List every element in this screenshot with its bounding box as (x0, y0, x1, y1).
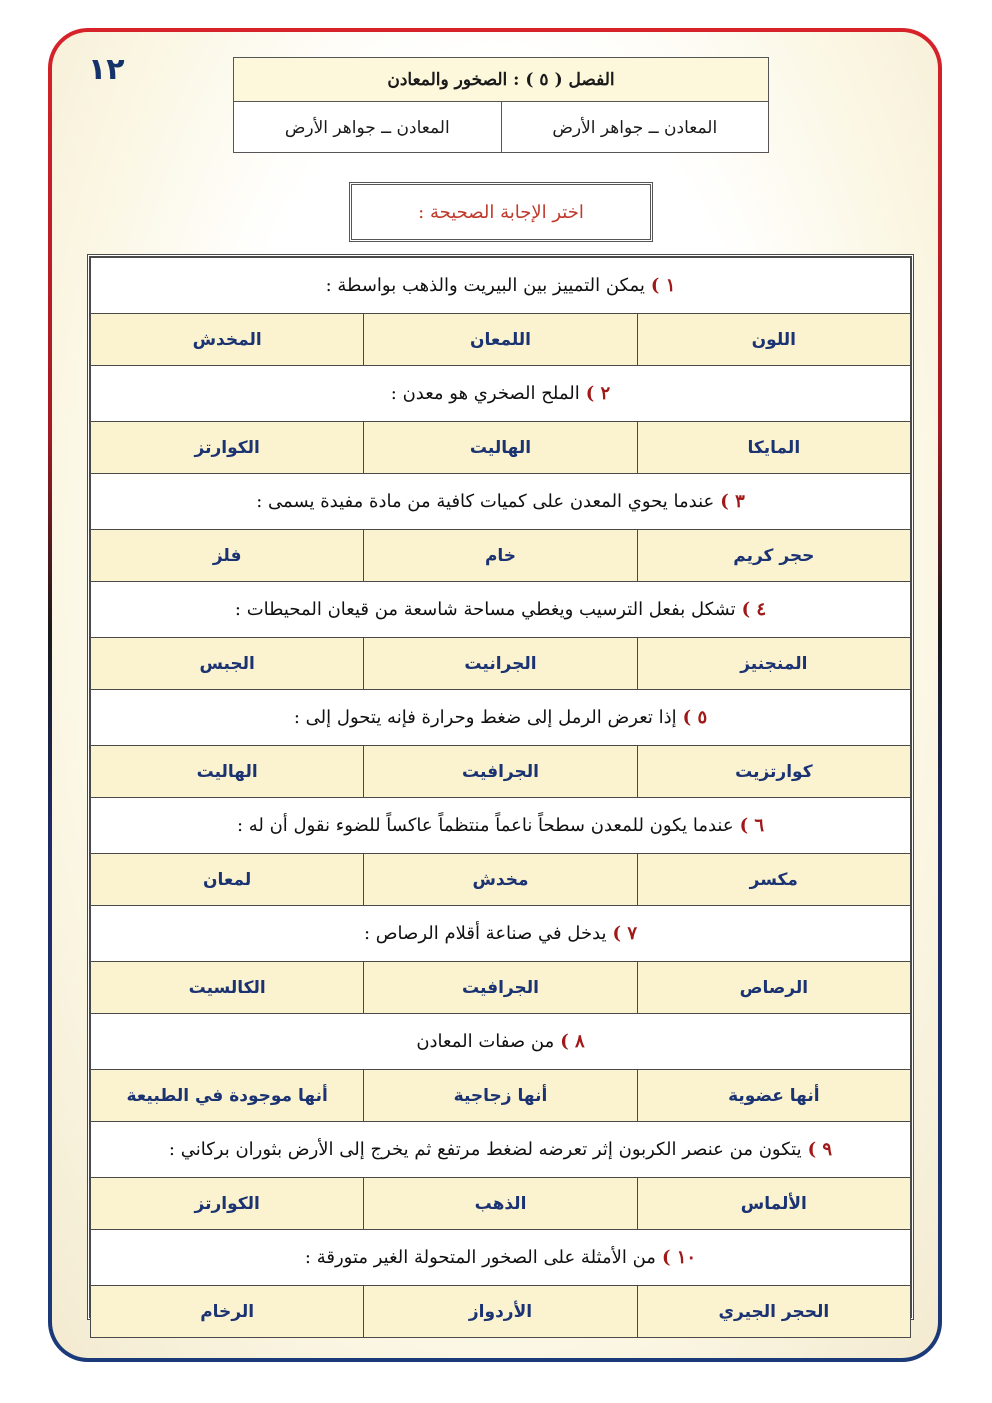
question-row (91, 1230, 911, 1286)
question-text: يمكن التمييز بين البيريت والذهب بواسطة : (325, 275, 645, 296)
question-number: ٩ ) (807, 1139, 833, 1160)
question-text: إذا تعرض الرمل إلى ضغط وحرارة فإنه يتحول إلى : (293, 707, 677, 728)
answer-option[interactable]: أنها عضوية (637, 1070, 910, 1122)
page-number: ١٢ (88, 52, 125, 87)
question-number: ٤ ) (741, 599, 767, 620)
question-row (91, 366, 911, 422)
question-row (91, 474, 911, 530)
answer-option[interactable]: الأردواز (364, 1286, 637, 1338)
answer-option[interactable]: مخدش (364, 854, 637, 906)
question-number: ٦ ) (739, 815, 765, 836)
question-number: ١٠ ) (661, 1247, 697, 1268)
question-number: ٧ ) (612, 923, 637, 944)
options-row (91, 746, 911, 798)
question-row (91, 1122, 911, 1178)
question-cell (91, 798, 911, 854)
answer-option[interactable]: المايكا (637, 422, 910, 474)
lesson-title-left: المعادن ــ جواهر الأرض (234, 102, 502, 153)
chapter-prefix: الفصل ( (554, 69, 615, 90)
question-text: عندما يكون للمعدن سطحاً ناعماً منتظماً عاكساً للضوء نقول أن له : (236, 815, 734, 836)
options-row (91, 638, 911, 690)
options-row (91, 422, 911, 474)
question-cell (91, 1230, 911, 1286)
question-cell (91, 690, 911, 746)
answer-option[interactable]: فلز (91, 530, 364, 582)
question-row (91, 906, 911, 962)
question-row (91, 582, 911, 638)
chapter-number: ٥ (539, 69, 549, 90)
answer-option[interactable]: الهاليت (364, 422, 637, 474)
question-row (91, 690, 911, 746)
question-cell (91, 258, 911, 314)
answer-option[interactable]: اللون (637, 314, 910, 366)
question-cell (91, 1122, 911, 1178)
answer-option[interactable]: الحجر الجيري (637, 1286, 910, 1338)
answer-option[interactable]: الجرانيت (364, 638, 637, 690)
answer-option[interactable]: الكالسيت (91, 962, 364, 1014)
answer-option[interactable]: كوارتزيت (637, 746, 910, 798)
answer-option[interactable]: المنجنيز (637, 638, 910, 690)
question-cell (91, 906, 911, 962)
question-text: يتكون من عنصر الكربون إثر تعرضه لضغط مرتفع ثم يخرج إلى الأرض بثوران بركاني : (168, 1139, 802, 1160)
question-number: ٥ ) (682, 707, 708, 728)
lesson-row (234, 102, 768, 153)
options-row (91, 1286, 911, 1338)
answer-option[interactable]: المخدش (91, 314, 364, 366)
question-number: ٢ ) (585, 383, 611, 404)
answer-option[interactable]: الجبس (91, 638, 364, 690)
answer-option[interactable]: لمعان (91, 854, 364, 906)
question-cell (91, 1014, 911, 1070)
options-row (91, 962, 911, 1014)
options-row (91, 1178, 911, 1230)
question-cell (91, 366, 911, 422)
question-number: ١ ) (650, 275, 676, 296)
chapter-header (233, 57, 769, 153)
options-row (91, 314, 911, 366)
chapter-suffix: ) : الصخور والمعادن (387, 69, 534, 90)
answer-option[interactable]: أنها موجودة في الطبيعة (91, 1070, 364, 1122)
answer-option[interactable]: الهاليت (91, 746, 364, 798)
answer-option[interactable]: الكوارتز (91, 422, 364, 474)
answer-option[interactable]: الألماس (637, 1178, 910, 1230)
answer-option[interactable]: الرصاص (637, 962, 910, 1014)
answer-option[interactable]: الجرافيت (364, 746, 637, 798)
answer-option[interactable]: مكسر (637, 854, 910, 906)
question-text: تشكل بفعل الترسيب ويغطي مساحة شاسعة من قيعان المحيطات : (234, 599, 736, 620)
question-text: يدخل في صناعة أقلام الرصاص : (364, 923, 607, 944)
question-text: من الأمثلة على الصخور المتحولة الغير متورقة : (304, 1247, 656, 1268)
answer-option[interactable]: الرخام (91, 1286, 364, 1338)
answer-option[interactable]: خام (364, 530, 637, 582)
question-text: الملح الصخري هو معدن : (390, 383, 580, 404)
question-number: ٣ ) (720, 491, 745, 512)
answer-option[interactable]: الذهب (364, 1178, 637, 1230)
question-row (91, 1014, 911, 1070)
answer-option[interactable]: الكوارتز (91, 1178, 364, 1230)
question-row (91, 258, 911, 314)
questions-table (87, 254, 914, 1320)
chapter-title (234, 58, 768, 102)
lesson-title-right: المعادن ــ جواهر الأرض (552, 117, 718, 138)
question-row (91, 798, 911, 854)
question-text: من صفات المعادن (416, 1031, 555, 1052)
answer-option[interactable]: حجر كريم (637, 530, 910, 582)
options-row (91, 1070, 911, 1122)
options-row (91, 854, 911, 906)
answer-option[interactable]: اللمعان (364, 314, 637, 366)
question-cell (91, 474, 911, 530)
question-cell (91, 582, 911, 638)
instruction-box: اختر الإجابة الصحيحة : (349, 182, 653, 242)
question-number: ٨ ) (560, 1031, 585, 1052)
answer-option[interactable]: أنها زجاجية (364, 1070, 637, 1122)
answer-option[interactable]: الجرافيت (364, 962, 637, 1014)
options-row (91, 530, 911, 582)
question-text: عندما يحوي المعدن على كميات كافية من مادة مفيدة يسمى : (256, 491, 715, 512)
